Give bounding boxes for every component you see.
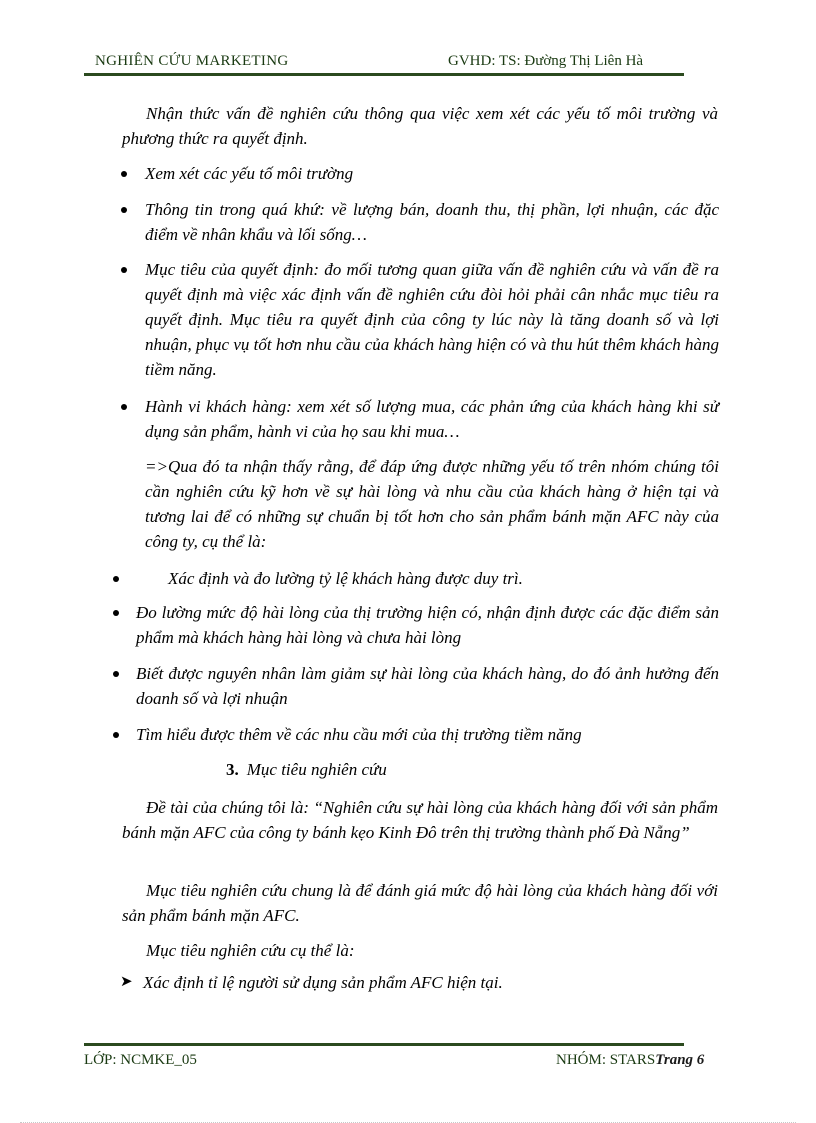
bullet-item-4: Hành vi khách hàng: xem xét số lượng mua, các phản ứng của khách hàng khi sử dụng sản phẩm, hành vi của họ sau khi mua… — [145, 397, 719, 441]
specific-goal-item-1: Xác định tỉ lệ người sử dụng sản phẩm AFC hiện tại. — [143, 973, 503, 992]
header-divider — [84, 73, 684, 76]
need-item-2: Đo lường mức độ hài lòng của thị trường hiện có, nhận định được các đặc điểm sản phẩm mà khách hàng hài lòng và chưa hài lòng — [136, 603, 719, 647]
arrow-bullet-icon: ➤ — [120, 974, 133, 990]
bullet-icon — [113, 610, 119, 616]
section-number: 3. — [226, 760, 239, 779]
need-item-1: Xác định và đo lường tỷ lệ khách hàng được duy trì. — [168, 569, 523, 588]
need-item-4: Tìm hiểu được thêm về các nhu cầu mới của thị trường tiềm năng — [136, 725, 582, 744]
need-item-3: Biết được nguyên nhân làm giảm sự hài lòng của khách hàng, do đó ảnh hưởng đến doanh số và lợi nhuận — [136, 664, 719, 708]
footer-group — [556, 1052, 704, 1069]
page-number: Trang 6 — [655, 1052, 705, 1068]
bullet-item-2: Thông tin trong quá khứ: về lượng bán, doanh thu, thị phần, lợi nhuận, các đặc điểm về nhân khẩu và lối sống… — [145, 200, 719, 244]
section-heading — [226, 760, 387, 780]
bullet-icon — [121, 171, 127, 177]
bullet-icon — [113, 671, 119, 677]
general-goal-paragraph: Mục tiêu nghiên cứu chung là để đánh giá mức độ hài lòng của khách hàng đối với sản phẩm bánh mặn AFC. — [122, 881, 718, 925]
bullet-icon — [113, 732, 119, 738]
bullet-icon — [121, 267, 127, 273]
footer-divider — [84, 1043, 684, 1046]
conclusion-paragraph: =>Qua đó ta nhận thấy rằng, để đáp ứng được những yếu tố trên nhóm chúng tôi cần nghiên cứu kỹ hơn về sự hài lòng và nhu cầu của khách hàng ở hiện tại và tương lai để có những sự chuẩn bị tốt hơn cho sản phẩm bánh mặn AFC này của công ty, cụ thể là: — [145, 457, 719, 551]
bullet-icon — [113, 576, 119, 582]
header-course-title: NGHIÊN CỨU MARKETING — [95, 53, 289, 69]
topic-paragraph: Đề tài của chúng tôi là: “Nghiên cứu sự hài lòng của khách hàng đối với sản phẩm bánh mặn AFC của công ty bánh kẹo Kinh Đô trên thị trường thành phố Đà Nẵng” — [122, 798, 718, 842]
bullet-icon — [121, 207, 127, 213]
section-title: Mục tiêu nghiên cứu — [246, 760, 387, 779]
bullet-icon — [121, 404, 127, 410]
bullet-item-3: Mục tiêu của quyết định: đo mối tương quan giữa vấn đề nghiên cứu và vấn đề ra quyết định mà việc xác định vấn đề nghiên cứu đòi hỏi phải cân nhắc mục tiêu ra quyết định. Mục tiêu ra quyết định của công ty lúc này là tăng doanh số và lợi nhuận, phục vụ tốt hơn nhu cầu của khách hàng hiện có và thu hút thêm khách hàng tiềm năng. — [145, 260, 719, 379]
intro-paragraph: Nhận thức vấn đề nghiên cứu thông qua việc xem xét các yếu tố môi trường và phương thức ra quyết định. — [122, 104, 718, 148]
bullet-item-1: Xem xét các yếu tố môi trường — [145, 164, 354, 183]
footer-class: LỚP: NCMKE_05 — [84, 1052, 197, 1068]
header-supervisor: GVHD: TS: Đường Thị Liên Hà — [448, 53, 644, 69]
footer-group-name: NHÓM: STARS — [556, 1052, 656, 1068]
specific-goal-intro: Mục tiêu nghiên cứu cụ thể là: — [146, 941, 355, 960]
